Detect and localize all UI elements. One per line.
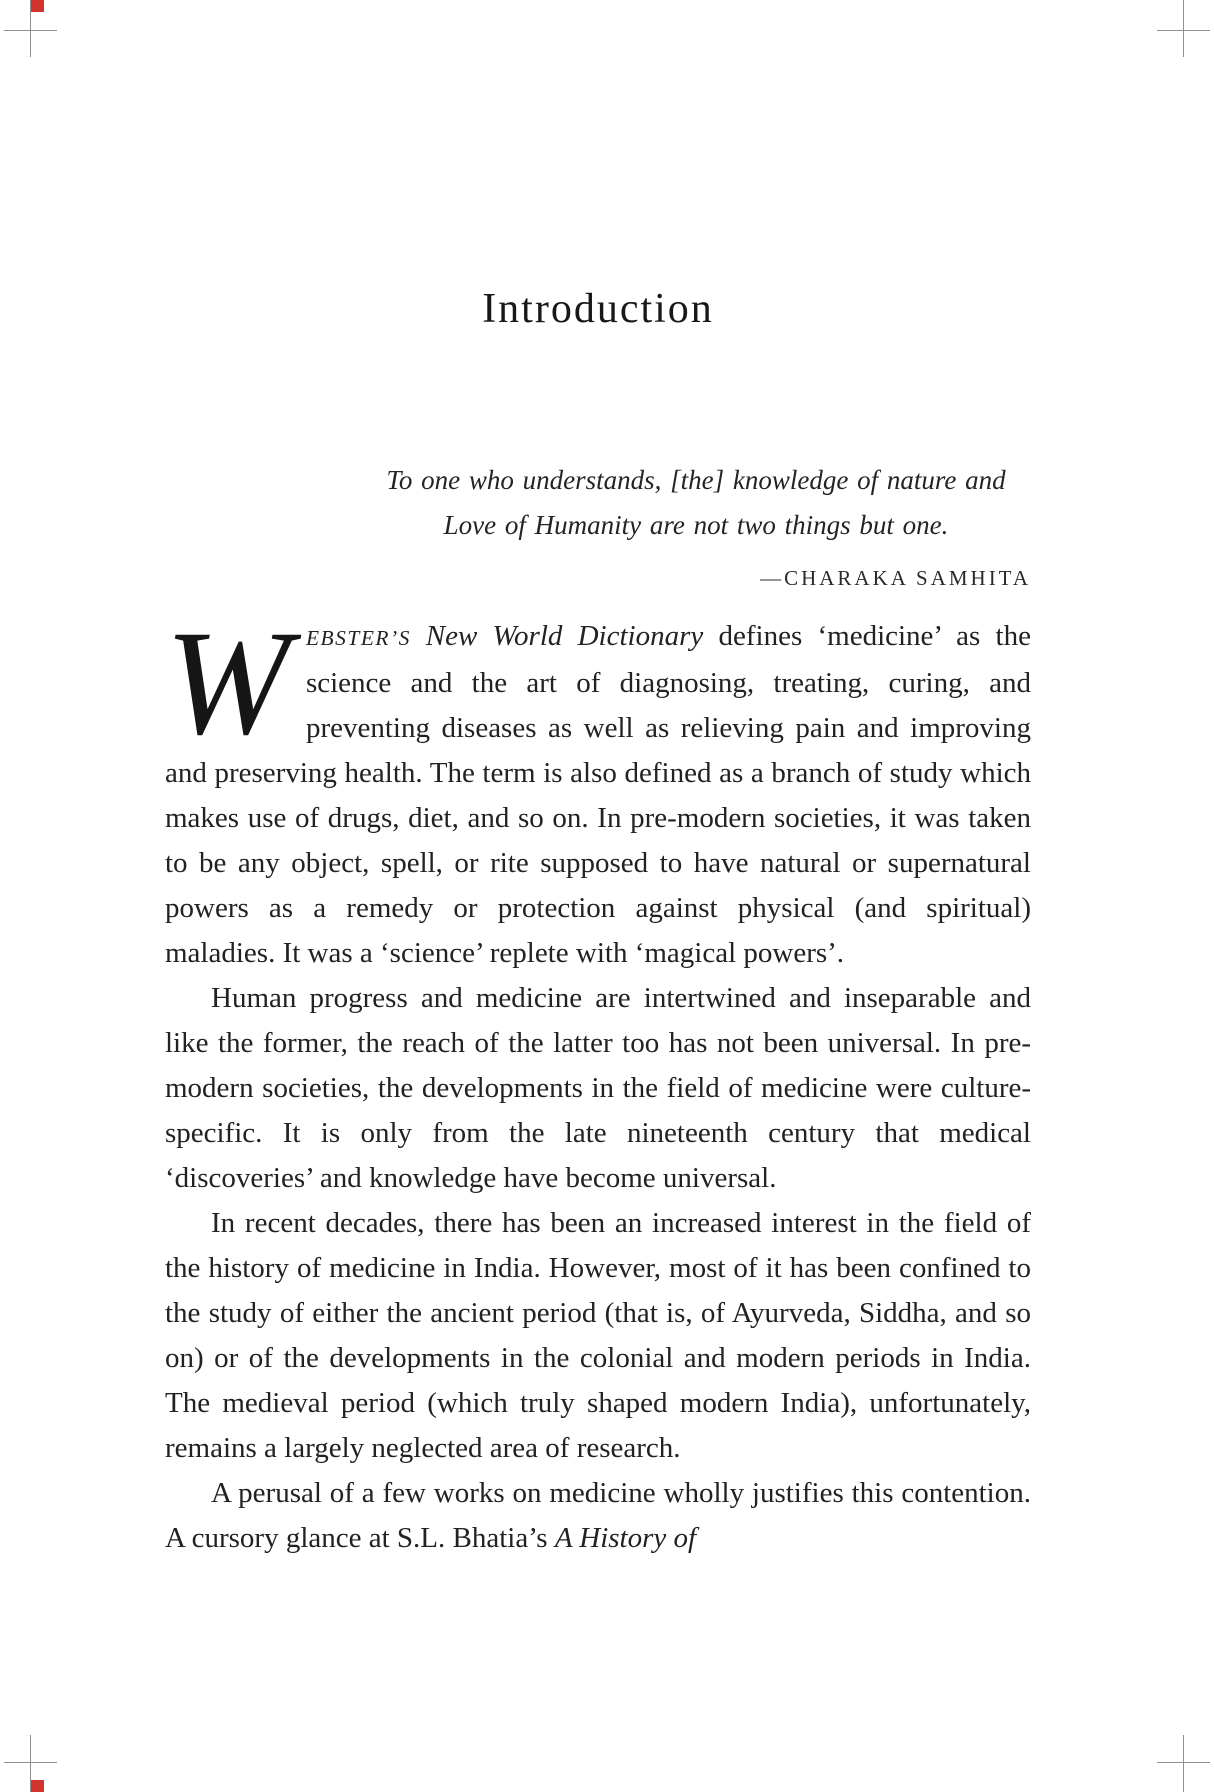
body-text [165,600,1031,1561]
paragraph [165,1471,1031,1561]
crop-mark-bottom-right-horizontal [1157,1762,1210,1763]
registration-mark-bottom-left [31,1780,44,1792]
text-segment: defines ‘medicine’ as the science and the art of diagnosing, treating, curing, and preventing diseases as well as relieving pain and improving and preserving health. The term is also defined as a branch of study which makes use of drugs, diet, and so on. In pre-modern societies, it was taken to be any object, spell, or rite supposed to have natural or supernatural powers as a remedy or protection against physical (and spiritual) maladies. It was a ‘science’ replete with ‘magical powers’. [165,620,1031,970]
paragraph [165,1201,1031,1471]
text-segment: A perusal of a few works on medicine wholly justifies this contention. A cursory glance at S.L. Bhatia’s [165,1477,1031,1555]
text-segment: Human progress and medicine are intertwined and inseparable and like the former, the reach of the latter too has not been universal. In pre-modern societies, the developments in the field of medicine were culture-specific. It is only from the late nineteenth century that medical ‘discoveries’ and knowledge have become universal. [165,982,1031,1195]
epigraph-line-1: To one who understands, [the] knowledge of nature and [386,465,1006,496]
crop-mark-top-left-horizontal [4,30,57,31]
epigraph [361,458,1031,548]
epigraph-line-2: Love of Humanity are not two things but one. [443,510,949,541]
crop-mark-bottom-right-vertical [1183,1735,1184,1792]
page-content [165,0,1031,1561]
text-segment: In recent decades, there has been an increased interest in the field of the history of medicine in India. However, most of it has been confined to the study of either the ancient period (that is, of Ayurveda, Siddha, and so on) or of the developments in the colonial and modern periods in India. The medieval period (which truly shaped modern India), unfortunately, remains a largely neglected area of research. [165,1207,1031,1465]
registration-mark-top-left [31,0,44,12]
paragraph [165,976,1031,1201]
epigraph-attribution: —CHARAKA SAMHITA [760,566,1031,591]
text-segment: A History of [554,1522,697,1555]
text-segment: New World Dictionary [425,620,704,653]
text-segment: EBSTER’S [305,626,426,651]
drop-cap: W [165,600,290,767]
paragraph [165,600,1031,976]
chapter-title: Introduction [482,286,714,332]
crop-mark-top-right-horizontal [1157,30,1210,31]
crop-mark-bottom-left-horizontal [4,1762,57,1763]
crop-mark-top-right-vertical [1183,0,1184,57]
